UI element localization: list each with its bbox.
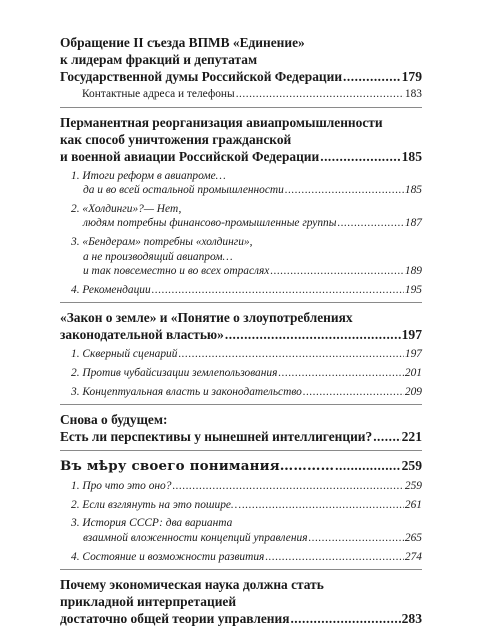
subitem-title: 3. «Бендерам» потребны «холдинги», [71, 235, 253, 248]
toc-section-3 [60, 309, 422, 405]
page-number: 197 [404, 348, 422, 361]
page-number: 221 [401, 429, 422, 445]
dot-leader [236, 87, 404, 102]
toc-section-4 [60, 411, 422, 451]
subitem-title: да и во всей остальной промышленности [83, 184, 284, 197]
dot-leader [270, 264, 404, 279]
subitem-title: 2. Если взглянуть на это пошире… [71, 498, 242, 511]
toc-subitem[interactable] [60, 498, 422, 513]
page-number: 179 [401, 69, 422, 84]
page-number: 185 [401, 148, 422, 164]
page-number: 259 [401, 458, 422, 474]
subitem-title: людям потребны финансово-промышленные группы [83, 217, 337, 230]
toc-subitem[interactable] [60, 87, 422, 102]
page-number: 259 [404, 480, 422, 493]
table-of-contents [60, 34, 422, 638]
subitem-title: взаимной вложенности концепций управления [83, 531, 308, 544]
toc-subitem[interactable] [60, 385, 422, 400]
subitem-title: 1. Скверный сценарий [71, 348, 178, 361]
toc-subitem[interactable] [60, 366, 422, 381]
toc-section-1-heading[interactable] [60, 34, 422, 85]
subitem-title: 1. Итоги реформ в авиапроме… [71, 169, 226, 182]
dot-leader [278, 366, 404, 381]
heading-line: к лидерам фракций и депутатам [60, 52, 258, 67]
dot-leader [337, 216, 403, 231]
page-number: 274 [404, 550, 422, 563]
dot-leader [290, 610, 400, 627]
heading-line: Государственной думы Российской Федерации [60, 69, 343, 84]
page-number: 265 [404, 531, 422, 544]
toc-section-2-heading[interactable] [60, 114, 422, 165]
subitem-title: 3. История СССР: два варианта [71, 517, 233, 530]
heading-line: «Закон о земле» и «Понятие о злоупотреблениях [60, 310, 353, 326]
dot-leader [303, 385, 404, 400]
dot-leader [285, 183, 404, 198]
toc-section-2 [60, 114, 422, 304]
heading-line: законодательной властью» [60, 327, 224, 343]
heading-line: Есть ли перспективы у нынешней интеллигенции? [60, 429, 373, 445]
subitem-title: 2. Против чубайсизации землепользования [71, 366, 278, 379]
heading-line: Перманентная реорганизация авиапромышленности [60, 114, 383, 130]
toc-section-3-heading[interactable] [60, 309, 422, 343]
subitem-title: 1. Про что это оно? [71, 480, 172, 493]
toc-subitem[interactable] [60, 479, 422, 494]
subitem-title: а не производящий авиапром… [83, 250, 233, 263]
page-number: 209 [404, 385, 422, 398]
heading-line: и военной авиации Российской Федерации [60, 148, 320, 164]
toc-subitem[interactable] [60, 283, 422, 298]
dot-leader [373, 428, 400, 445]
toc-subitem[interactable] [60, 347, 422, 362]
toc-subitem[interactable] [60, 516, 422, 545]
dot-leader [172, 479, 403, 494]
page-number: 201 [404, 366, 422, 379]
heading-line: как способ уничтожения гражданской [60, 131, 292, 147]
toc-section-5-heading[interactable] [60, 457, 422, 475]
subitem-title: и так повсеместно и во всех отраслях [83, 265, 270, 278]
toc-subitem[interactable] [60, 550, 422, 565]
page-number: 187 [404, 217, 422, 230]
subitem-title: 2. «Холдинги»?— Нет, [71, 202, 182, 215]
toc-section-6-heading[interactable] [60, 576, 422, 627]
dot-leader [309, 531, 404, 546]
heading-line: прикладной интерпретацией [60, 594, 237, 610]
heading-line: Обращение II съезда ВПМВ «Единение» [60, 35, 305, 50]
heading-line: достаточно общей теории управления [60, 611, 290, 627]
toc-section-4-heading[interactable] [60, 411, 422, 445]
heading-line: Снова о будущем: [60, 412, 168, 428]
page-number: 185 [404, 184, 422, 197]
toc-subitem[interactable] [60, 202, 422, 231]
page-number: 183 [404, 88, 422, 100]
dot-leader [178, 347, 403, 362]
toc-subitem[interactable] [60, 235, 422, 279]
toc-section-1 [60, 34, 422, 108]
toc-subitem[interactable] [60, 169, 422, 198]
subitem-title: Контактные адреса и телефоны [82, 88, 235, 100]
subitem-title: 3. Концептуальная власть и законодательство [71, 385, 302, 398]
dot-leader [242, 498, 404, 513]
dot-leader [343, 68, 401, 85]
heading-line: Почему экономическая наука должна стать [60, 577, 324, 593]
page-number: 283 [401, 611, 422, 627]
toc-section-6 [60, 576, 422, 632]
dot-leader [335, 457, 400, 474]
page-number: 195 [404, 283, 422, 296]
page-number: 197 [401, 327, 422, 343]
heading-line: Въ мѣру своего понимания………… [60, 458, 335, 475]
dot-leader [265, 550, 404, 565]
dot-leader [225, 326, 401, 343]
page-number: 189 [404, 265, 422, 278]
subitem-title: 4. Состояние и возможности развития [71, 550, 265, 563]
toc-section-5 [60, 457, 422, 570]
dot-leader [320, 148, 400, 165]
dot-leader [152, 283, 404, 298]
subitem-title: 4. Рекомендации [71, 283, 151, 296]
page-number: 261 [404, 498, 422, 511]
